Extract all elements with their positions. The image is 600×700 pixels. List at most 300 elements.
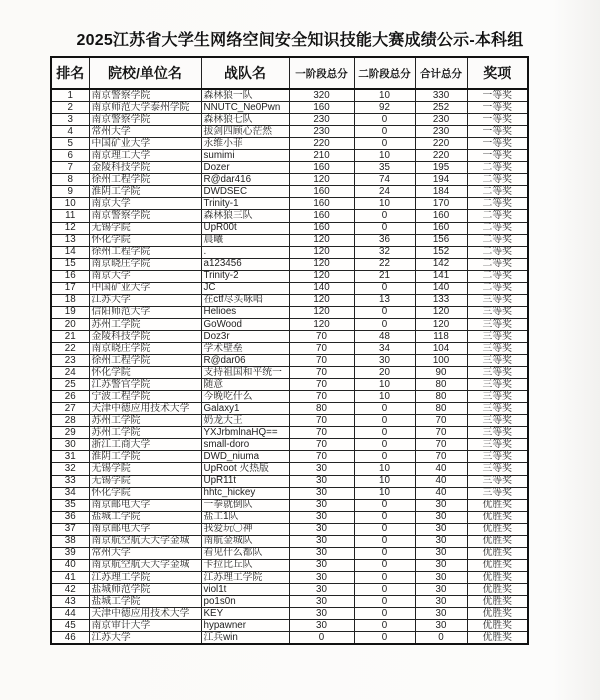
cell-institution: 无锡学院: [89, 463, 201, 475]
cell-award: 优胜奖: [467, 511, 528, 523]
cell-stage2-score: 0: [354, 210, 415, 222]
cell-rank: 38: [51, 535, 89, 547]
table-row: [51, 499, 528, 511]
cell-total-score: 170: [415, 198, 467, 210]
cell-stage2-score: 32: [354, 246, 415, 258]
cell-total-score: 220: [415, 138, 467, 150]
table-row: [51, 487, 528, 499]
cell-rank: 1: [51, 89, 89, 102]
cell-institution: 南京理工大学: [89, 150, 201, 162]
cell-institution: 天津中德应用技术大学: [89, 608, 201, 620]
cell-total-score: 220: [415, 150, 467, 162]
cell-award: 三等奖: [467, 487, 528, 499]
cell-award: 优胜奖: [467, 523, 528, 535]
cell-institution: 江苏理工学院: [89, 571, 201, 583]
cell-team-name: Dozer: [201, 162, 289, 174]
cell-rank: 36: [51, 511, 89, 523]
cell-award: 三等奖: [467, 367, 528, 379]
cell-stage1-score: 120: [289, 246, 354, 258]
cell-stage1-score: 0: [289, 632, 354, 645]
cell-institution: 金陵科技学院: [89, 330, 201, 342]
cell-total-score: 140: [415, 282, 467, 294]
cell-rank: 3: [51, 114, 89, 126]
table-row: [51, 451, 528, 463]
cell-stage2-score: 0: [354, 535, 415, 547]
cell-stage2-score: 0: [354, 608, 415, 620]
cell-total-score: 100: [415, 355, 467, 367]
table-row: [51, 427, 528, 439]
cell-stage2-score: 0: [354, 222, 415, 234]
results-tbody: [51, 89, 528, 644]
cell-stage2-score: 0: [354, 559, 415, 571]
table-row: [51, 174, 528, 186]
table-row: [51, 379, 528, 391]
cell-total-score: 194: [415, 174, 467, 186]
cell-institution: 中国矿业大学: [89, 282, 201, 294]
cell-stage1-score: 70: [289, 451, 354, 463]
cell-stage2-score: 10: [354, 391, 415, 403]
cell-stage2-score: 10: [354, 89, 415, 102]
cell-stage2-score: 74: [354, 174, 415, 186]
cell-award: 三等奖: [467, 318, 528, 330]
cell-stage1-score: 160: [289, 102, 354, 114]
cell-institution: 盐城师范学院: [89, 583, 201, 595]
cell-stage1-score: 160: [289, 222, 354, 234]
cell-institution: 苏州工学院: [89, 427, 201, 439]
cell-stage1-score: 140: [289, 282, 354, 294]
table-row: [51, 102, 528, 114]
cell-institution: 无锡学院: [89, 222, 201, 234]
cell-award: 一等奖: [467, 114, 528, 126]
cell-institution: 怀化学院: [89, 234, 201, 246]
results-table-header: [51, 57, 528, 89]
cell-institution: 江苏大学: [89, 632, 201, 645]
cell-total-score: 195: [415, 162, 467, 174]
table-row: [51, 162, 528, 174]
cell-rank: 21: [51, 330, 89, 342]
cell-stage2-score: 92: [354, 102, 415, 114]
cell-total-score: 80: [415, 379, 467, 391]
cell-award: 优胜奖: [467, 547, 528, 559]
cell-award: 一等奖: [467, 150, 528, 162]
cell-team-name: Trinity-1: [201, 198, 289, 210]
cell-total-score: 160: [415, 222, 467, 234]
header-stage2-score: 二阶段总分: [354, 57, 415, 89]
cell-award: 二等奖: [467, 174, 528, 186]
table-row: [51, 583, 528, 595]
cell-award: 一等奖: [467, 89, 528, 102]
cell-total-score: 30: [415, 583, 467, 595]
cell-award: 优胜奖: [467, 559, 528, 571]
cell-institution: 苏州工学院: [89, 318, 201, 330]
cell-stage2-score: 0: [354, 126, 415, 138]
cell-total-score: 160: [415, 210, 467, 222]
cell-institution: 南京晓庄学院: [89, 342, 201, 354]
cell-stage1-score: 30: [289, 583, 354, 595]
cell-stage1-score: 30: [289, 523, 354, 535]
table-row: [51, 234, 528, 246]
table-row: [51, 210, 528, 222]
cell-award: 一等奖: [467, 138, 528, 150]
cell-rank: 19: [51, 306, 89, 318]
cell-team-name: 江兵win: [201, 632, 289, 645]
cell-total-score: 90: [415, 367, 467, 379]
cell-total-score: 30: [415, 571, 467, 583]
table-row: [51, 415, 528, 427]
cell-award: 二等奖: [467, 282, 528, 294]
cell-award: 三等奖: [467, 463, 528, 475]
cell-rank: 6: [51, 150, 89, 162]
cell-institution: 南京师范大学泰州学院: [89, 102, 201, 114]
cell-rank: 9: [51, 186, 89, 198]
cell-institution: 淮阴工学院: [89, 186, 201, 198]
cell-stage1-score: 120: [289, 258, 354, 270]
cell-institution: 淮阴工学院: [89, 451, 201, 463]
cell-award: 三等奖: [467, 330, 528, 342]
table-row: [51, 270, 528, 282]
table-row: [51, 342, 528, 354]
cell-team-name: 森林狼七队: [201, 114, 289, 126]
cell-stage2-score: 30: [354, 355, 415, 367]
cell-award: 优胜奖: [467, 620, 528, 632]
cell-award: 三等奖: [467, 427, 528, 439]
cell-stage2-score: 10: [354, 463, 415, 475]
table-row: [51, 186, 528, 198]
cell-institution: 江苏大学: [89, 294, 201, 306]
cell-award: 三等奖: [467, 391, 528, 403]
table-row: [51, 114, 528, 126]
cell-team-name: UpRoot 火热版: [201, 463, 289, 475]
table-row: [51, 222, 528, 234]
cell-total-score: 230: [415, 126, 467, 138]
header-institution: 院校/单位名: [89, 57, 201, 89]
cell-stage1-score: 230: [289, 126, 354, 138]
cell-award: 三等奖: [467, 355, 528, 367]
table-row: [51, 632, 528, 645]
cell-stage2-score: 13: [354, 294, 415, 306]
cell-stage2-score: 35: [354, 162, 415, 174]
table-row: [51, 620, 528, 632]
cell-total-score: 30: [415, 608, 467, 620]
cell-stage1-score: 70: [289, 342, 354, 354]
cell-total-score: 230: [415, 114, 467, 126]
cell-stage1-score: 160: [289, 186, 354, 198]
cell-team-name: Trinity-2: [201, 270, 289, 282]
cell-award: 三等奖: [467, 379, 528, 391]
cell-institution: 南京大学: [89, 198, 201, 210]
cell-stage2-score: 48: [354, 330, 415, 342]
header-award: 奖项: [467, 57, 528, 89]
cell-team-name: 江苏理工学院: [201, 571, 289, 583]
table-row: [51, 535, 528, 547]
table-row: [51, 258, 528, 270]
cell-stage2-score: 0: [354, 547, 415, 559]
cell-award: 优胜奖: [467, 595, 528, 607]
cell-stage1-score: 120: [289, 174, 354, 186]
cell-total-score: 30: [415, 620, 467, 632]
cell-rank: 39: [51, 547, 89, 559]
cell-stage1-score: 70: [289, 439, 354, 451]
cell-stage2-score: 0: [354, 523, 415, 535]
cell-stage2-score: 21: [354, 270, 415, 282]
table-row: [51, 138, 528, 150]
cell-total-score: 30: [415, 559, 467, 571]
cell-team-name: Galaxy1: [201, 403, 289, 415]
cell-stage2-score: 20: [354, 367, 415, 379]
cell-rank: 2: [51, 102, 89, 114]
cell-institution: 金陵科技学院: [89, 162, 201, 174]
cell-total-score: 142: [415, 258, 467, 270]
table-row: [51, 391, 528, 403]
cell-total-score: 120: [415, 318, 467, 330]
table-row: [51, 89, 528, 102]
cell-stage1-score: 320: [289, 89, 354, 102]
cell-team-name: .: [201, 246, 289, 258]
cell-total-score: 70: [415, 427, 467, 439]
cell-stage2-score: 0: [354, 511, 415, 523]
cell-team-name: 森林狼三队: [201, 210, 289, 222]
cell-rank: 41: [51, 571, 89, 583]
cell-award: 三等奖: [467, 439, 528, 451]
cell-stage1-score: 70: [289, 379, 354, 391]
cell-stage2-score: 0: [354, 571, 415, 583]
cell-team-name: po1s0n: [201, 595, 289, 607]
cell-rank: 46: [51, 632, 89, 645]
cell-institution: 怀化学院: [89, 487, 201, 499]
cell-team-name: 看见什么都队: [201, 547, 289, 559]
cell-institution: 盐城工学院: [89, 595, 201, 607]
cell-stage1-score: 30: [289, 620, 354, 632]
cell-stage2-score: 0: [354, 583, 415, 595]
table-row: [51, 126, 528, 138]
cell-stage1-score: 70: [289, 427, 354, 439]
table-row: [51, 595, 528, 607]
cell-rank: 43: [51, 595, 89, 607]
cell-stage2-score: 0: [354, 632, 415, 645]
cell-team-name: NNUTC_Ne0Pwn: [201, 102, 289, 114]
cell-stage1-score: 30: [289, 499, 354, 511]
cell-stage2-score: 0: [354, 403, 415, 415]
cell-institution: 浙江工商大学: [89, 439, 201, 451]
cell-total-score: 104: [415, 342, 467, 354]
cell-award: 三等奖: [467, 415, 528, 427]
cell-total-score: 30: [415, 535, 467, 547]
cell-stage2-score: 22: [354, 258, 415, 270]
cell-team-name: 南航金城队: [201, 535, 289, 547]
cell-team-name: DWDSEC: [201, 186, 289, 198]
cell-total-score: 120: [415, 306, 467, 318]
cell-award: 三等奖: [467, 403, 528, 415]
cell-institution: 徐州工程学院: [89, 355, 201, 367]
cell-total-score: 152: [415, 246, 467, 258]
cell-institution: 南京警察学院: [89, 210, 201, 222]
cell-stage1-score: 120: [289, 294, 354, 306]
cell-team-name: viol1t: [201, 583, 289, 595]
cell-total-score: 40: [415, 487, 467, 499]
cell-total-score: 30: [415, 499, 467, 511]
cell-stage1-score: 220: [289, 138, 354, 150]
table-row: [51, 547, 528, 559]
table-row: [51, 475, 528, 487]
cell-rank: 23: [51, 355, 89, 367]
cell-stage1-score: 70: [289, 367, 354, 379]
cell-institution: 苏州工学院: [89, 415, 201, 427]
cell-institution: 南京航空航天大学金城: [89, 559, 201, 571]
cell-team-name: 永维小菲: [201, 138, 289, 150]
cell-institution: 徐州工程学院: [89, 246, 201, 258]
cell-institution: 南京警察学院: [89, 114, 201, 126]
cell-rank: 40: [51, 559, 89, 571]
table-row: [51, 330, 528, 342]
results-table: [50, 56, 529, 645]
cell-rank: 20: [51, 318, 89, 330]
table-row: [51, 198, 528, 210]
cell-stage1-score: 230: [289, 114, 354, 126]
cell-rank: 26: [51, 391, 89, 403]
cell-institution: 南京航空航天大学金城: [89, 535, 201, 547]
cell-team-name: YXJrbmlnaHQ==: [201, 427, 289, 439]
cell-total-score: 141: [415, 270, 467, 282]
cell-stage2-score: 0: [354, 439, 415, 451]
cell-total-score: 184: [415, 186, 467, 198]
cell-institution: 常州大学: [89, 126, 201, 138]
cell-institution: 中国矿业大学: [89, 138, 201, 150]
cell-rank: 25: [51, 379, 89, 391]
table-row: [51, 367, 528, 379]
cell-institution: 盐城工学院: [89, 511, 201, 523]
cell-rank: 8: [51, 174, 89, 186]
cell-rank: 4: [51, 126, 89, 138]
cell-team-name: 奶龙大王: [201, 415, 289, 427]
cell-stage1-score: 30: [289, 475, 354, 487]
cell-institution: 南京警察学院: [89, 89, 201, 102]
cell-stage1-score: 30: [289, 487, 354, 499]
cell-institution: 南京大学: [89, 270, 201, 282]
cell-stage1-score: 160: [289, 162, 354, 174]
cell-stage1-score: 30: [289, 511, 354, 523]
cell-stage2-score: 34: [354, 342, 415, 354]
cell-award: 二等奖: [467, 198, 528, 210]
cell-team-name: hypawner: [201, 620, 289, 632]
cell-rank: 29: [51, 427, 89, 439]
cell-stage2-score: 0: [354, 318, 415, 330]
cell-stage2-score: 10: [354, 475, 415, 487]
table-row: [51, 318, 528, 330]
cell-team-name: small-doro: [201, 439, 289, 451]
header-stage1-score: 一阶段总分: [289, 57, 354, 89]
cell-team-name: 我爱玩〇神: [201, 523, 289, 535]
table-row: [51, 355, 528, 367]
cell-rank: 32: [51, 463, 89, 475]
cell-stage2-score: 10: [354, 198, 415, 210]
cell-stage2-score: 0: [354, 499, 415, 511]
cell-award: 优胜奖: [467, 571, 528, 583]
cell-team-name: 随意: [201, 379, 289, 391]
cell-total-score: 252: [415, 102, 467, 114]
cell-total-score: 40: [415, 475, 467, 487]
cell-award: 二等奖: [467, 234, 528, 246]
table-row: [51, 439, 528, 451]
cell-stage1-score: 30: [289, 463, 354, 475]
cell-rank: 27: [51, 403, 89, 415]
cell-award: 优胜奖: [467, 499, 528, 511]
cell-rank: 31: [51, 451, 89, 463]
cell-stage1-score: 80: [289, 403, 354, 415]
table-row: [51, 282, 528, 294]
cell-institution: 常州大学: [89, 547, 201, 559]
cell-rank: 30: [51, 439, 89, 451]
table-row: [51, 463, 528, 475]
cell-award: 三等奖: [467, 294, 528, 306]
cell-rank: 10: [51, 198, 89, 210]
table-row: [51, 294, 528, 306]
cell-award: 二等奖: [467, 246, 528, 258]
table-row: [51, 306, 528, 318]
cell-stage2-score: 0: [354, 282, 415, 294]
header-team-name: 战队名: [201, 57, 289, 89]
table-row: [51, 246, 528, 258]
cell-rank: 12: [51, 222, 89, 234]
cell-rank: 22: [51, 342, 89, 354]
cell-total-score: 80: [415, 391, 467, 403]
cell-rank: 42: [51, 583, 89, 595]
cell-team-name: 今晚吃什么: [201, 391, 289, 403]
cell-stage1-score: 30: [289, 547, 354, 559]
table-row: [51, 571, 528, 583]
cell-team-name: Doz3r: [201, 330, 289, 342]
cell-stage1-score: 120: [289, 318, 354, 330]
cell-total-score: 70: [415, 451, 467, 463]
cell-rank: 18: [51, 294, 89, 306]
cell-rank: 24: [51, 367, 89, 379]
cell-team-name: R@dar416: [201, 174, 289, 186]
cell-stage1-score: 30: [289, 571, 354, 583]
cell-award: 二等奖: [467, 186, 528, 198]
cell-stage2-score: 0: [354, 138, 415, 150]
cell-stage2-score: 0: [354, 306, 415, 318]
cell-institution: 怀化学院: [89, 367, 201, 379]
cell-stage2-score: 0: [354, 114, 415, 126]
cell-stage1-score: 30: [289, 595, 354, 607]
cell-stage2-score: 0: [354, 415, 415, 427]
cell-award: 优胜奖: [467, 583, 528, 595]
cell-stage1-score: 70: [289, 355, 354, 367]
cell-institution: 南京邮电大学: [89, 523, 201, 535]
cell-award: 二等奖: [467, 222, 528, 234]
cell-stage1-score: 120: [289, 234, 354, 246]
cell-institution: 信阳师范大学: [89, 306, 201, 318]
cell-team-name: R@dar06: [201, 355, 289, 367]
cell-total-score: 30: [415, 523, 467, 535]
cell-team-name: GoWood: [201, 318, 289, 330]
cell-award: 三等奖: [467, 475, 528, 487]
cell-award: 一等奖: [467, 102, 528, 114]
table-row: [51, 403, 528, 415]
cell-award: 二等奖: [467, 162, 528, 174]
header-row: [51, 57, 528, 89]
cell-award: 优胜奖: [467, 535, 528, 547]
cell-team-name: UpR00t: [201, 222, 289, 234]
cell-team-name: 拔剑四顾心茫然: [201, 126, 289, 138]
cell-stage2-score: 10: [354, 379, 415, 391]
cell-team-name: 支持祖国和平统一: [201, 367, 289, 379]
cell-stage1-score: 210: [289, 150, 354, 162]
cell-stage2-score: 10: [354, 487, 415, 499]
cell-stage1-score: 70: [289, 391, 354, 403]
table-row: [51, 523, 528, 535]
cell-team-name: DWD_niuma: [201, 451, 289, 463]
page-title: 2025江苏省大学生网络空间安全知识技能大赛成绩公示-本科组: [76, 32, 524, 49]
